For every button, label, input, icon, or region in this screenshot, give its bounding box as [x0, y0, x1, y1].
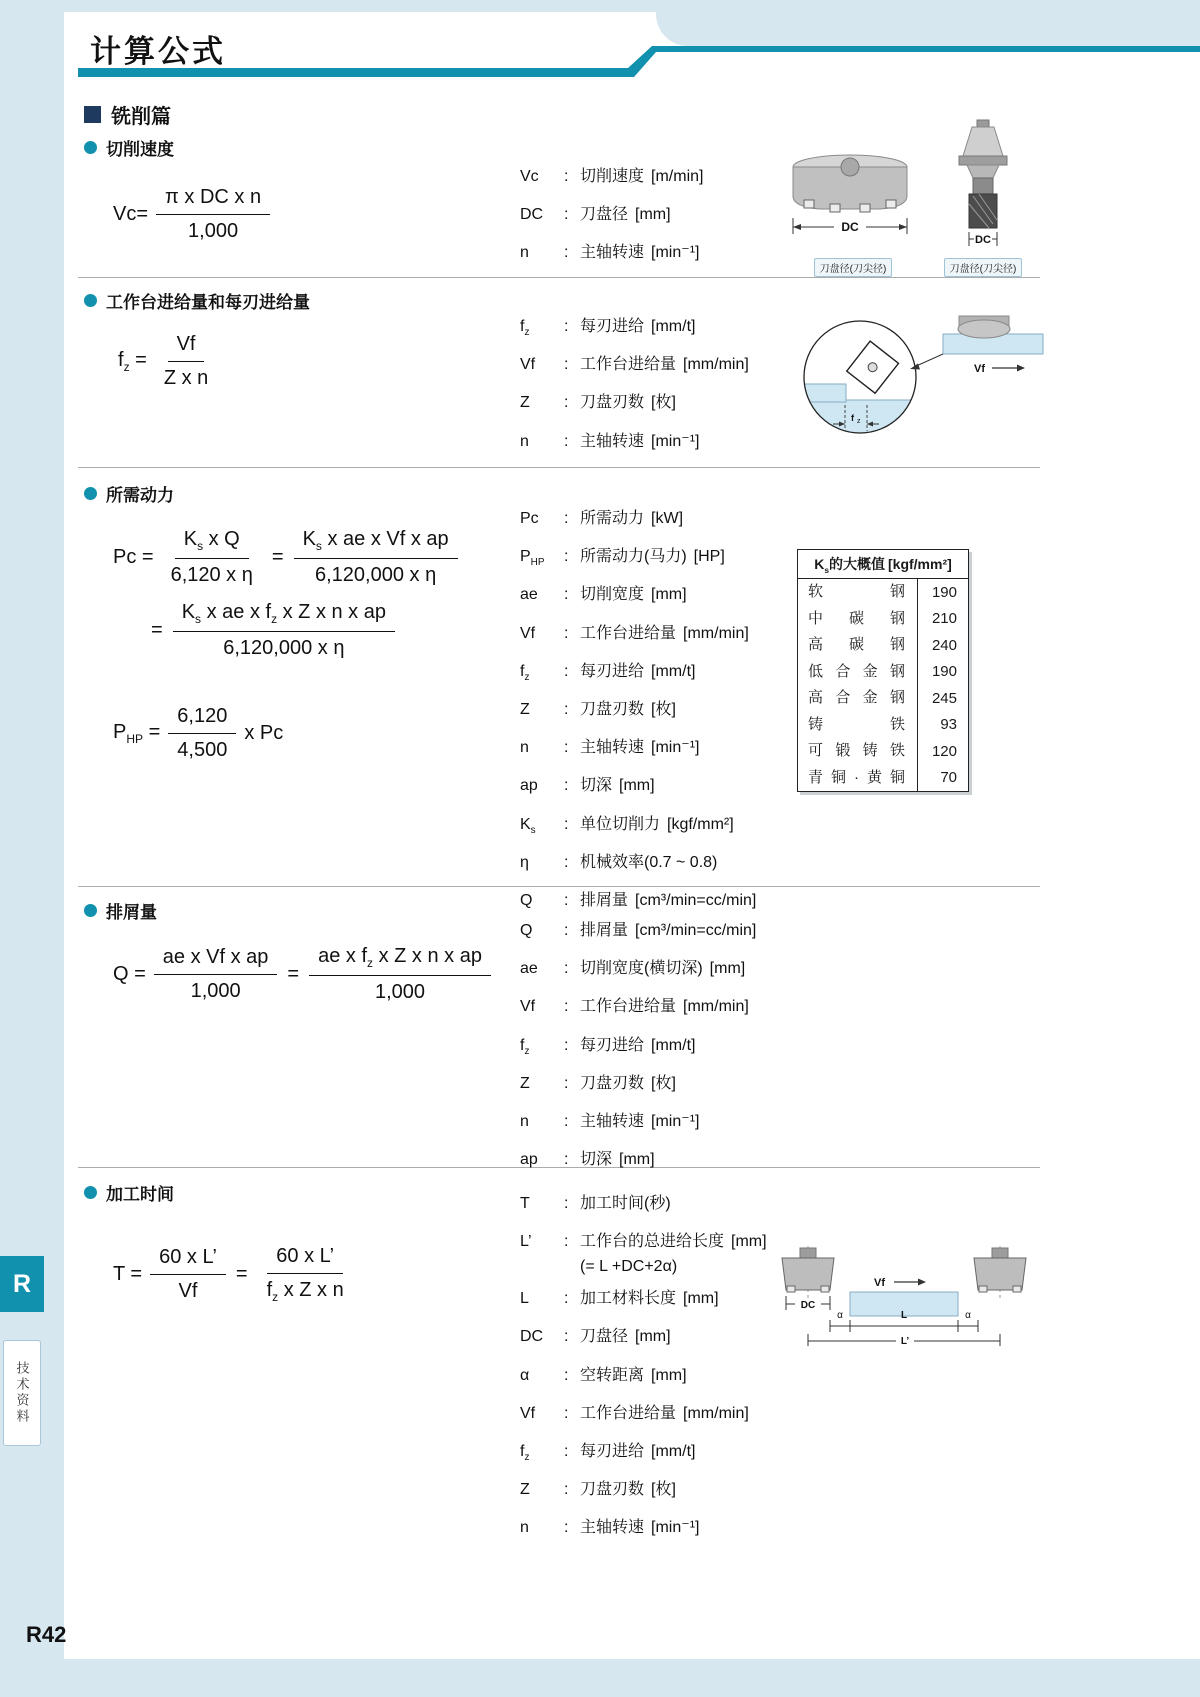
definition-row — [520, 1480, 990, 1506]
equals-sign: = — [151, 619, 163, 641]
end-mill-image — [935, 118, 1031, 250]
definition-description: 排屑量 [cm³/min=cc/min] — [580, 922, 757, 939]
definition-symbol: $f_z$ — [520, 318, 530, 339]
figure-caption: 刀盘径(刀尖径) — [944, 258, 1023, 277]
definition-symbol: Z — [520, 394, 530, 412]
ks-material-cell: 中 碳 钢 — [808, 609, 905, 627]
definition-description: 加工材料长度 [mm] — [580, 1290, 719, 1308]
dc-dimension-label: DC — [975, 234, 991, 246]
definition-description: 主轴转速 [min⁻¹] — [580, 1112, 700, 1130]
definition-description: 工作台进给量 [mm/min] — [580, 998, 749, 1016]
definition-row — [520, 1194, 990, 1220]
chapter-heading — [84, 100, 171, 129]
face-mill-image — [778, 150, 928, 250]
bullet-icon — [84, 294, 97, 307]
definition-row — [520, 1036, 990, 1062]
dc-dimension-label: DC — [800, 1300, 816, 1311]
definition-description: 所需动力(马力) [HP] — [580, 548, 725, 566]
fraction: $\frac{\text{60 x L’}}{f_z x Z x n}$ — [266, 1245, 344, 1304]
time-diagram-image — [760, 1246, 1065, 1354]
definition-colon: : — [564, 777, 569, 795]
ks-value-cell: 93 — [917, 712, 968, 739]
definition-description: 切削速度 [m/min] — [580, 168, 704, 185]
section-heading-cutting-speed: 切削速度 — [84, 135, 174, 160]
definition-row — [520, 1074, 990, 1100]
definition-description: 工作台的总进给长度 [mm] (= L +DC+2α) — [580, 1233, 767, 1276]
definition-symbol: n — [520, 739, 529, 757]
definition-colon: : — [564, 1519, 569, 1537]
definition-colon: : — [564, 662, 569, 680]
definition-colon: : — [564, 318, 569, 335]
ks-value-table — [797, 549, 969, 792]
definition-colon: : — [564, 244, 569, 262]
definition-symbol: T — [520, 1195, 530, 1212]
alpha-label: α — [837, 1310, 843, 1321]
ks-table-row — [798, 738, 968, 765]
ks-value-cell: 190 — [917, 659, 968, 686]
ks-table-row — [798, 685, 968, 712]
definition-colon: : — [564, 624, 569, 642]
ks-material-cell: 可 锻 铸 铁 — [808, 742, 905, 759]
definition-description: 主轴转速 [min⁻¹] — [580, 432, 700, 450]
definition-colon: : — [564, 1404, 569, 1422]
definition-description: 刀盘径 [mm] — [580, 206, 671, 224]
definition-colon: : — [564, 1074, 569, 1092]
definition-row — [520, 1442, 990, 1468]
ks-value-cell: 210 — [917, 606, 968, 633]
definition-symbol: ae — [520, 586, 538, 604]
ks-value-cell: 70 — [917, 765, 968, 792]
definition-symbol: ap — [520, 1151, 538, 1169]
definition-symbol: Q — [520, 922, 533, 939]
feed-formula — [118, 333, 217, 390]
definition-description: 工作台进给量 [mm/min] — [580, 624, 749, 642]
page-number: R42 — [26, 1622, 67, 1647]
face-mill-figure — [778, 150, 928, 277]
definition-description: 刀盘径 [mm] — [580, 1328, 671, 1346]
chapter-heading-label: 铣削篇 — [111, 106, 171, 128]
definition-colon: : — [564, 815, 569, 833]
formula-lhs: Vc= — [113, 203, 149, 225]
definition-symbol: Pc — [520, 510, 539, 527]
power-formula-line1 — [113, 528, 458, 587]
cutting-speed-formula — [113, 186, 270, 243]
chapter-square-icon — [84, 106, 101, 123]
time-diagram-figure — [760, 1246, 1065, 1359]
ks-table-row — [798, 579, 968, 606]
ks-material-cell: 软 钢 — [808, 583, 905, 600]
section-heading-power: 所需动力 — [84, 481, 174, 506]
end-mill-figure — [935, 118, 1031, 277]
definition-symbol: Vf — [520, 998, 536, 1016]
definition-symbol: Z — [520, 700, 530, 718]
header-accent-bar — [78, 36, 1200, 82]
definition-row — [520, 853, 990, 879]
bullet-icon — [84, 487, 97, 500]
background-bottom-strip — [0, 1659, 1200, 1697]
definition-row — [520, 891, 990, 917]
page-title: 计算公式 — [90, 34, 226, 69]
definition-colon: : — [564, 432, 569, 450]
definition-colon: : — [564, 1290, 569, 1308]
definition-description: 所需动力 [kW] — [580, 510, 684, 527]
definition-description: 切削宽度 [mm] — [580, 586, 687, 604]
power-formula-line2 — [141, 601, 395, 660]
ks-value-cell: 240 — [917, 632, 968, 659]
section-heading-time: 加工时间 — [84, 1180, 174, 1205]
definition-colon: : — [564, 1442, 569, 1460]
definition-description: 刀盘刃数 [枚] — [580, 394, 676, 412]
definition-symbol: n — [520, 1519, 529, 1537]
fz-label: f — [851, 413, 854, 423]
definition-description: 刀盘刃数 [枚] — [580, 700, 676, 718]
formula-lhs: $P_{HP}$ = — [113, 721, 161, 746]
side-label-technical-data: 技术资料 — [3, 1340, 41, 1446]
fraction: $\frac{Vf}{\text{Z x n}}$ — [163, 333, 209, 389]
fraction: $\frac{K_s x ae x f_z x Z x n x ap}{\text{6,120,000 x η}}$ — [173, 601, 395, 660]
definition-colon: : — [564, 1151, 569, 1169]
formula-lhs: $f_z$ = — [118, 349, 147, 374]
l-label: L — [900, 1310, 908, 1321]
ks-table-row — [798, 712, 968, 739]
definition-symbol: Q — [520, 891, 533, 909]
figure-caption: 刀盘径(刀尖径) — [814, 258, 893, 277]
definition-symbol: DC — [520, 1328, 544, 1346]
definition-description: 切深 [mm] — [580, 1151, 655, 1169]
definition-colon: : — [564, 206, 569, 224]
definition-colon: : — [564, 1481, 569, 1499]
definition-description: 切深 [mm] — [580, 777, 655, 795]
definition-colon: : — [564, 1328, 569, 1346]
fraction: $\frac{K_s x Q}{\text{6,120 x η}}$ — [170, 528, 253, 586]
definition-row — [520, 997, 990, 1023]
definition-row — [520, 1518, 990, 1544]
ks-table-row — [798, 606, 968, 633]
fraction: $\frac{\text{60 x L’}}{Vf}$ — [150, 1246, 226, 1303]
ks-material-cell: 高 合 金 钢 — [808, 689, 905, 706]
definition-symbol: Vc — [520, 168, 539, 185]
definition-symbol: ap — [520, 777, 538, 795]
definition-description: 刀盘刃数 [枚] — [580, 1074, 676, 1092]
definition-row — [520, 1150, 990, 1176]
dc-dimension-label: DC — [841, 220, 859, 234]
bullet-icon — [84, 141, 97, 154]
definition-colon: : — [564, 1036, 569, 1054]
fraction: $\frac{\text{π x DC x n}}{1,000}$ — [156, 186, 270, 243]
definition-symbol: Vf — [520, 624, 536, 642]
bullet-icon — [84, 904, 97, 917]
chip-definitions — [520, 921, 990, 1188]
definition-colon: : — [564, 1195, 569, 1212]
definition-row — [520, 1404, 990, 1430]
side-tab-r: R — [0, 1256, 44, 1312]
ks-value-cell: 190 — [917, 579, 968, 606]
ks-table-body — [798, 579, 968, 791]
vf-label: Vf — [974, 363, 985, 375]
feed-diagram-image — [788, 310, 1053, 445]
ks-material-cell: 低 合 金 钢 — [808, 662, 905, 680]
fraction: $\frac{K_s x ae x Vf x ap}{\text{6,120,000 x η}}$ — [294, 528, 458, 587]
ks-value-cell: 245 — [917, 685, 968, 712]
definition-row — [520, 509, 990, 535]
definition-description: 每刃进给 [mm/t] — [580, 1036, 696, 1054]
definition-symbol: η — [520, 853, 529, 871]
definition-colon: : — [564, 168, 569, 185]
definition-description: 切削宽度(横切深) [mm] — [580, 960, 746, 978]
definition-colon: : — [564, 1112, 569, 1130]
definition-symbol: L — [520, 1290, 529, 1308]
definition-symbol: α — [520, 1366, 530, 1384]
definition-symbol: n — [520, 432, 529, 450]
definition-symbol: $K_s$ — [520, 815, 536, 836]
definition-colon: : — [564, 891, 569, 909]
definition-colon: : — [564, 998, 569, 1016]
ks-table-row — [798, 632, 968, 659]
definition-description: 单位切削力 [kgf/mm²] — [580, 815, 734, 833]
formula-tail: x Pc — [244, 722, 284, 744]
ks-table-row — [798, 659, 968, 686]
definition-row — [520, 921, 990, 947]
alpha-label: α — [965, 1310, 971, 1321]
definition-row — [520, 1112, 990, 1138]
definition-description: 每刃进给 [mm/t] — [580, 1442, 696, 1460]
ks-material-cell: 高 碳 钢 — [808, 636, 905, 653]
definition-description: 每刃进给 [mm/t] — [580, 662, 696, 680]
power-hp-formula — [113, 705, 283, 762]
definition-description: 工作台进给量 [mm/min] — [580, 356, 749, 374]
chip-formula — [113, 945, 491, 1004]
definition-symbol: Z — [520, 1074, 530, 1092]
definition-symbol: n — [520, 244, 529, 262]
definition-colon: : — [564, 1366, 569, 1384]
fraction: $\frac{ae x f_z x Z x n x ap}{1,000}$ — [309, 945, 491, 1004]
definition-colon: : — [564, 922, 569, 939]
fraction: $\frac{6,120}{4,500}$ — [168, 705, 236, 762]
definition-symbol: Vf — [520, 356, 536, 374]
definition-symbol: $f_z$ — [520, 1442, 530, 1464]
fz-sub-label: z — [857, 418, 861, 425]
time-formula — [113, 1245, 353, 1304]
bullet-icon — [84, 1186, 97, 1199]
definition-description: 刀盘刃数 [枚] — [580, 1481, 676, 1499]
definition-description: 主轴转速 [min⁻¹] — [580, 1519, 700, 1537]
definition-colon: : — [564, 586, 569, 604]
definition-symbol: Z — [520, 1481, 530, 1499]
section-heading-feed: 工作台进给量和每刃进给量 — [84, 288, 310, 313]
definition-colon: : — [564, 739, 569, 757]
definition-description: 排屑量 [cm³/min=cc/min] — [580, 891, 757, 909]
definition-description: 工作台进给量 [mm/min] — [580, 1404, 749, 1422]
definition-colon: : — [564, 1233, 569, 1251]
definition-row — [520, 815, 990, 841]
definition-symbol: ae — [520, 960, 538, 978]
definition-description: 每刃进给 [mm/t] — [580, 318, 696, 335]
l-prime-label: L’ — [900, 1336, 910, 1347]
definition-description: 主轴转速 [min⁻¹] — [580, 739, 700, 757]
feed-diagram-figure — [788, 310, 1053, 450]
definition-symbol: $P_{HP}$ — [520, 548, 545, 569]
definition-symbol: Vf — [520, 1404, 536, 1422]
definition-symbol: DC — [520, 206, 544, 224]
definition-colon: : — [564, 700, 569, 718]
definition-description: 空转距离 [mm] — [580, 1366, 687, 1384]
definition-colon: : — [564, 394, 569, 412]
definition-row — [520, 959, 990, 985]
definition-symbol: L’ — [520, 1233, 532, 1251]
formula-lhs: Pc = — [113, 546, 154, 568]
definition-colon: : — [564, 853, 569, 871]
definition-colon: : — [564, 548, 569, 566]
ks-table-row — [798, 765, 968, 792]
definition-symbol: $f_z$ — [520, 1036, 530, 1057]
ks-material-cell: 青铜·黄铜 — [808, 768, 905, 786]
fraction: $\frac{\text{ae x Vf x ap}}{1,000}$ — [154, 946, 278, 1003]
formula-lhs: Q = — [113, 963, 146, 985]
definition-colon: : — [564, 510, 569, 527]
definition-description: 机械效率(0.7 ~ 0.8) — [580, 853, 718, 871]
equals-sign: = — [235, 1263, 248, 1285]
formula-lhs: T = — [113, 1263, 143, 1285]
equals-sign: = — [271, 546, 284, 568]
definition-symbol: n — [520, 1112, 529, 1130]
definition-colon: : — [564, 356, 569, 374]
section-heading-chip: 排屑量 — [84, 898, 157, 923]
definition-description: 主轴转速 [min⁻¹] — [580, 244, 700, 262]
definition-description: 加工时间(秒) — [580, 1195, 671, 1212]
equals-sign: = — [287, 963, 300, 985]
definition-row — [520, 1366, 990, 1392]
ks-value-cell: 120 — [917, 738, 968, 765]
definition-colon: : — [564, 960, 569, 978]
vf-label: Vf — [874, 1277, 885, 1289]
definition-symbol: $f_z$ — [520, 662, 530, 683]
ks-table-title: $K_s$的大概值 [kgf/mm²] — [798, 550, 968, 579]
ks-material-cell: 铸 铁 — [808, 715, 905, 733]
